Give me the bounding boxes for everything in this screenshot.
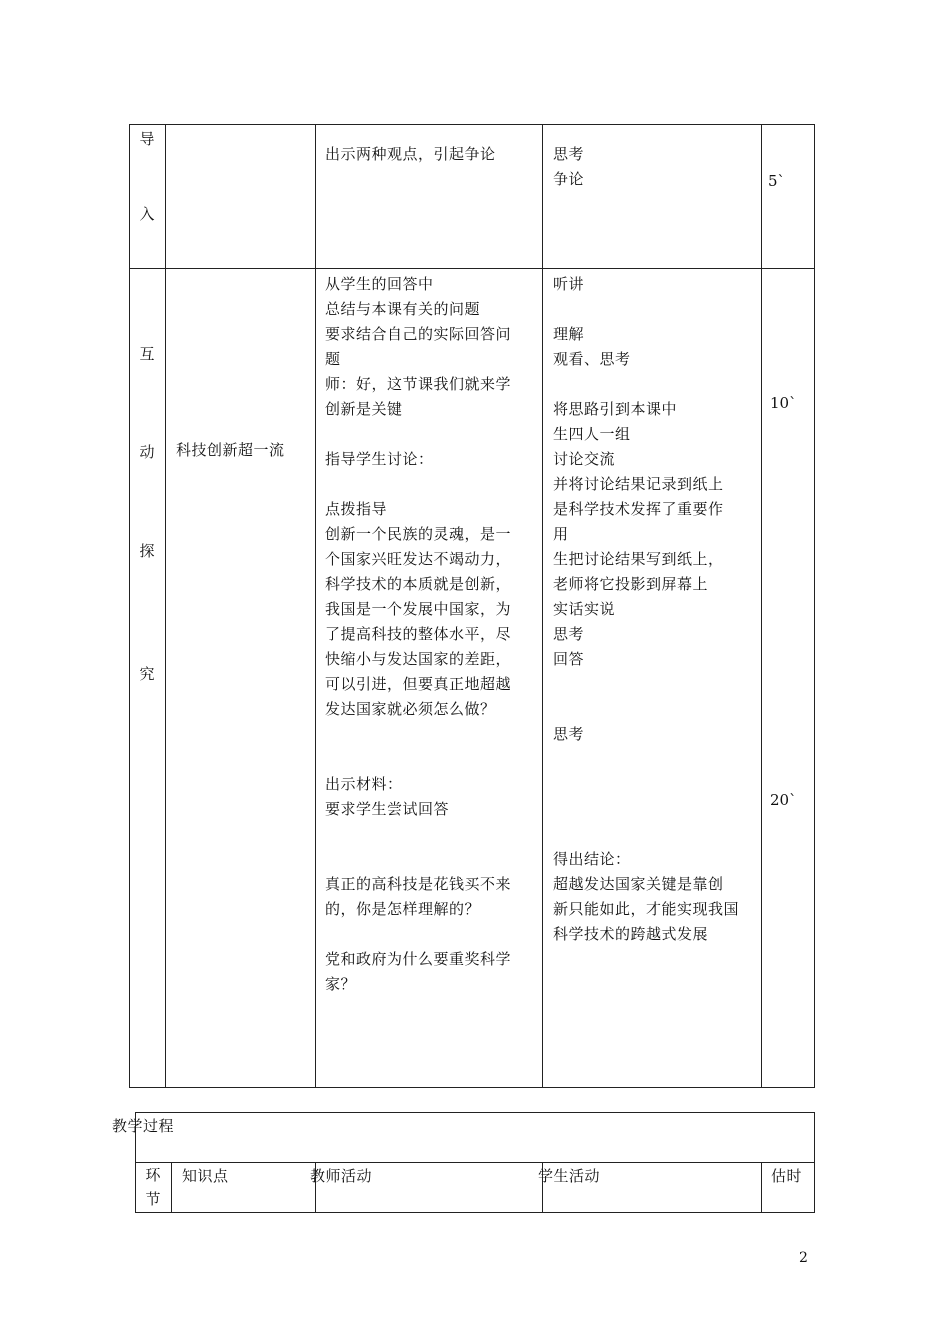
teacher-activity-line: 总结与本课有关的问题 <box>325 300 481 318</box>
col-line <box>814 1112 815 1213</box>
student-activity-line: 超越发达国家关键是靠创 <box>553 875 724 893</box>
header-student-activity: 学生活动 <box>538 1167 601 1185</box>
teacher-activity-line: 的，你是怎样理解的？ <box>325 900 481 918</box>
teacher-activity-line: 科学技术的本质就是创新， <box>325 575 512 593</box>
teacher-activity-line: 家？ <box>325 975 357 993</box>
student-activity-column <box>553 272 759 947</box>
col-line <box>761 124 762 1088</box>
student-activity-line: 思考 <box>553 145 585 163</box>
teacher-activity-line: 出示两种观点，引起争论 <box>325 145 496 163</box>
student-activity-line: 理解 <box>553 325 585 343</box>
teacher-activity-line: 要求结合自己的实际回答问 <box>325 325 512 343</box>
time-estimate: 10` <box>770 394 797 412</box>
teacher-activity-line: 创新是关键 <box>325 400 403 418</box>
teacher-activity-line: 发达国家就必须怎么做？ <box>325 700 496 718</box>
student-activity-line: 新只能如此，才能实现我国 <box>553 900 740 918</box>
teacher-activity-line: 创新一个民族的灵魂，是一 <box>325 525 512 543</box>
teacher-activity-line: 个国家兴旺发达不竭动力， <box>325 550 512 568</box>
student-activity-line <box>553 772 759 797</box>
student-activity-line: 生四人一组 <box>553 425 631 443</box>
page-number: 2 <box>799 1250 808 1266</box>
col-line <box>814 124 815 1088</box>
student-activity-line: 争论 <box>553 170 585 188</box>
student-activity-line: 思考 <box>553 625 585 643</box>
time-estimate: 20` <box>770 791 797 809</box>
student-activity-line: 听讲 <box>553 275 585 293</box>
row-divider <box>129 268 815 269</box>
student-activity-line <box>553 822 759 847</box>
teacher-activity-line: 师：好，这节课我们就来学 <box>325 375 512 393</box>
student-activity-line: 是科学技术发挥了重要作 <box>553 500 724 518</box>
teacher-activity-line <box>325 472 540 497</box>
student-activity-line <box>553 672 759 697</box>
col-line <box>171 1162 172 1213</box>
table-caption: 教学过程 <box>112 1117 175 1135</box>
teacher-activity-line: 从学生的回答中 <box>325 275 434 293</box>
teacher-activity-line <box>325 747 540 772</box>
stage-char: 动 <box>139 443 155 461</box>
teacher-activity-line: 可以引进，但要真正地超越 <box>325 675 512 693</box>
student-activity-line <box>553 797 759 822</box>
col-line <box>761 1162 762 1213</box>
col-line <box>165 124 166 1088</box>
teacher-activity-line <box>325 722 540 747</box>
table-border-bottom <box>135 1212 815 1213</box>
teacher-activity-line: 要求学生尝试回答 <box>325 800 450 818</box>
table-border-top <box>135 1112 815 1113</box>
student-activity-line: 实话实说 <box>553 600 616 618</box>
teacher-activity-column <box>325 272 540 997</box>
student-activity-line: 科学技术的跨越式发展 <box>553 925 709 943</box>
student-activity-line: 得出结论： <box>553 850 631 868</box>
student-activity-line: 老师将它投影到屏幕上 <box>553 575 709 593</box>
student-activity-line: 回答 <box>553 650 585 668</box>
student-activity-line <box>553 697 759 722</box>
teacher-activity-line: 题 <box>325 350 341 368</box>
teacher-activity-line: 党和政府为什么要重奖科学 <box>325 950 512 968</box>
student-activity-line: 用 <box>553 525 569 543</box>
time-estimate: 5` <box>768 172 786 190</box>
teacher-activity-line <box>325 847 540 872</box>
teacher-activity-line <box>325 822 540 847</box>
row-divider <box>135 1162 815 1163</box>
table-border-top <box>129 124 815 125</box>
header-stage-char: 环 <box>145 1166 161 1184</box>
student-activity-line: 生把讨论结果写到纸上， <box>553 550 724 568</box>
header-time: 估时 <box>771 1167 803 1185</box>
student-activity-line: 观看、思考 <box>553 350 631 368</box>
teacher-activity-line: 了提高科技的整体水平，尽 <box>325 625 512 643</box>
col-line <box>129 124 130 1088</box>
teacher-activity-line: 出示材料： <box>325 775 403 793</box>
col-line <box>542 124 543 1088</box>
student-activity-line: 思考 <box>553 725 585 743</box>
col-line <box>315 124 316 1088</box>
student-activity-line <box>553 747 759 772</box>
header-knowledge: 知识点 <box>182 1167 229 1185</box>
stage-char: 探 <box>139 542 155 560</box>
teacher-activity-line: 指导学生讨论： <box>325 450 434 468</box>
header-stage-char: 节 <box>145 1190 161 1208</box>
teacher-activity-line: 真正的高科技是花钱买不来 <box>325 875 512 893</box>
teacher-activity-line: 我国是一个发展中国家，为 <box>325 600 512 618</box>
teacher-activity-line: 点拨指导 <box>325 500 388 518</box>
stage-char: 究 <box>139 665 155 683</box>
student-activity-line: 讨论交流 <box>553 450 616 468</box>
teacher-activity-line <box>325 422 540 447</box>
teacher-activity-line: 快缩小与发达国家的差距， <box>325 650 512 668</box>
knowledge-point: 科技创新超一流 <box>176 441 285 459</box>
student-activity-line <box>553 372 759 397</box>
stage-char: 互 <box>139 345 155 363</box>
stage-char: 导 <box>139 130 155 148</box>
header-teacher-activity: 教师活动 <box>310 1167 373 1185</box>
table-border-bottom <box>129 1087 815 1088</box>
stage-char: 入 <box>139 205 155 223</box>
student-activity-line: 并将讨论结果记录到纸上 <box>553 475 724 493</box>
student-activity-line <box>553 297 759 322</box>
teacher-activity-line <box>325 922 540 947</box>
student-activity-line: 将思路引到本课中 <box>553 400 678 418</box>
